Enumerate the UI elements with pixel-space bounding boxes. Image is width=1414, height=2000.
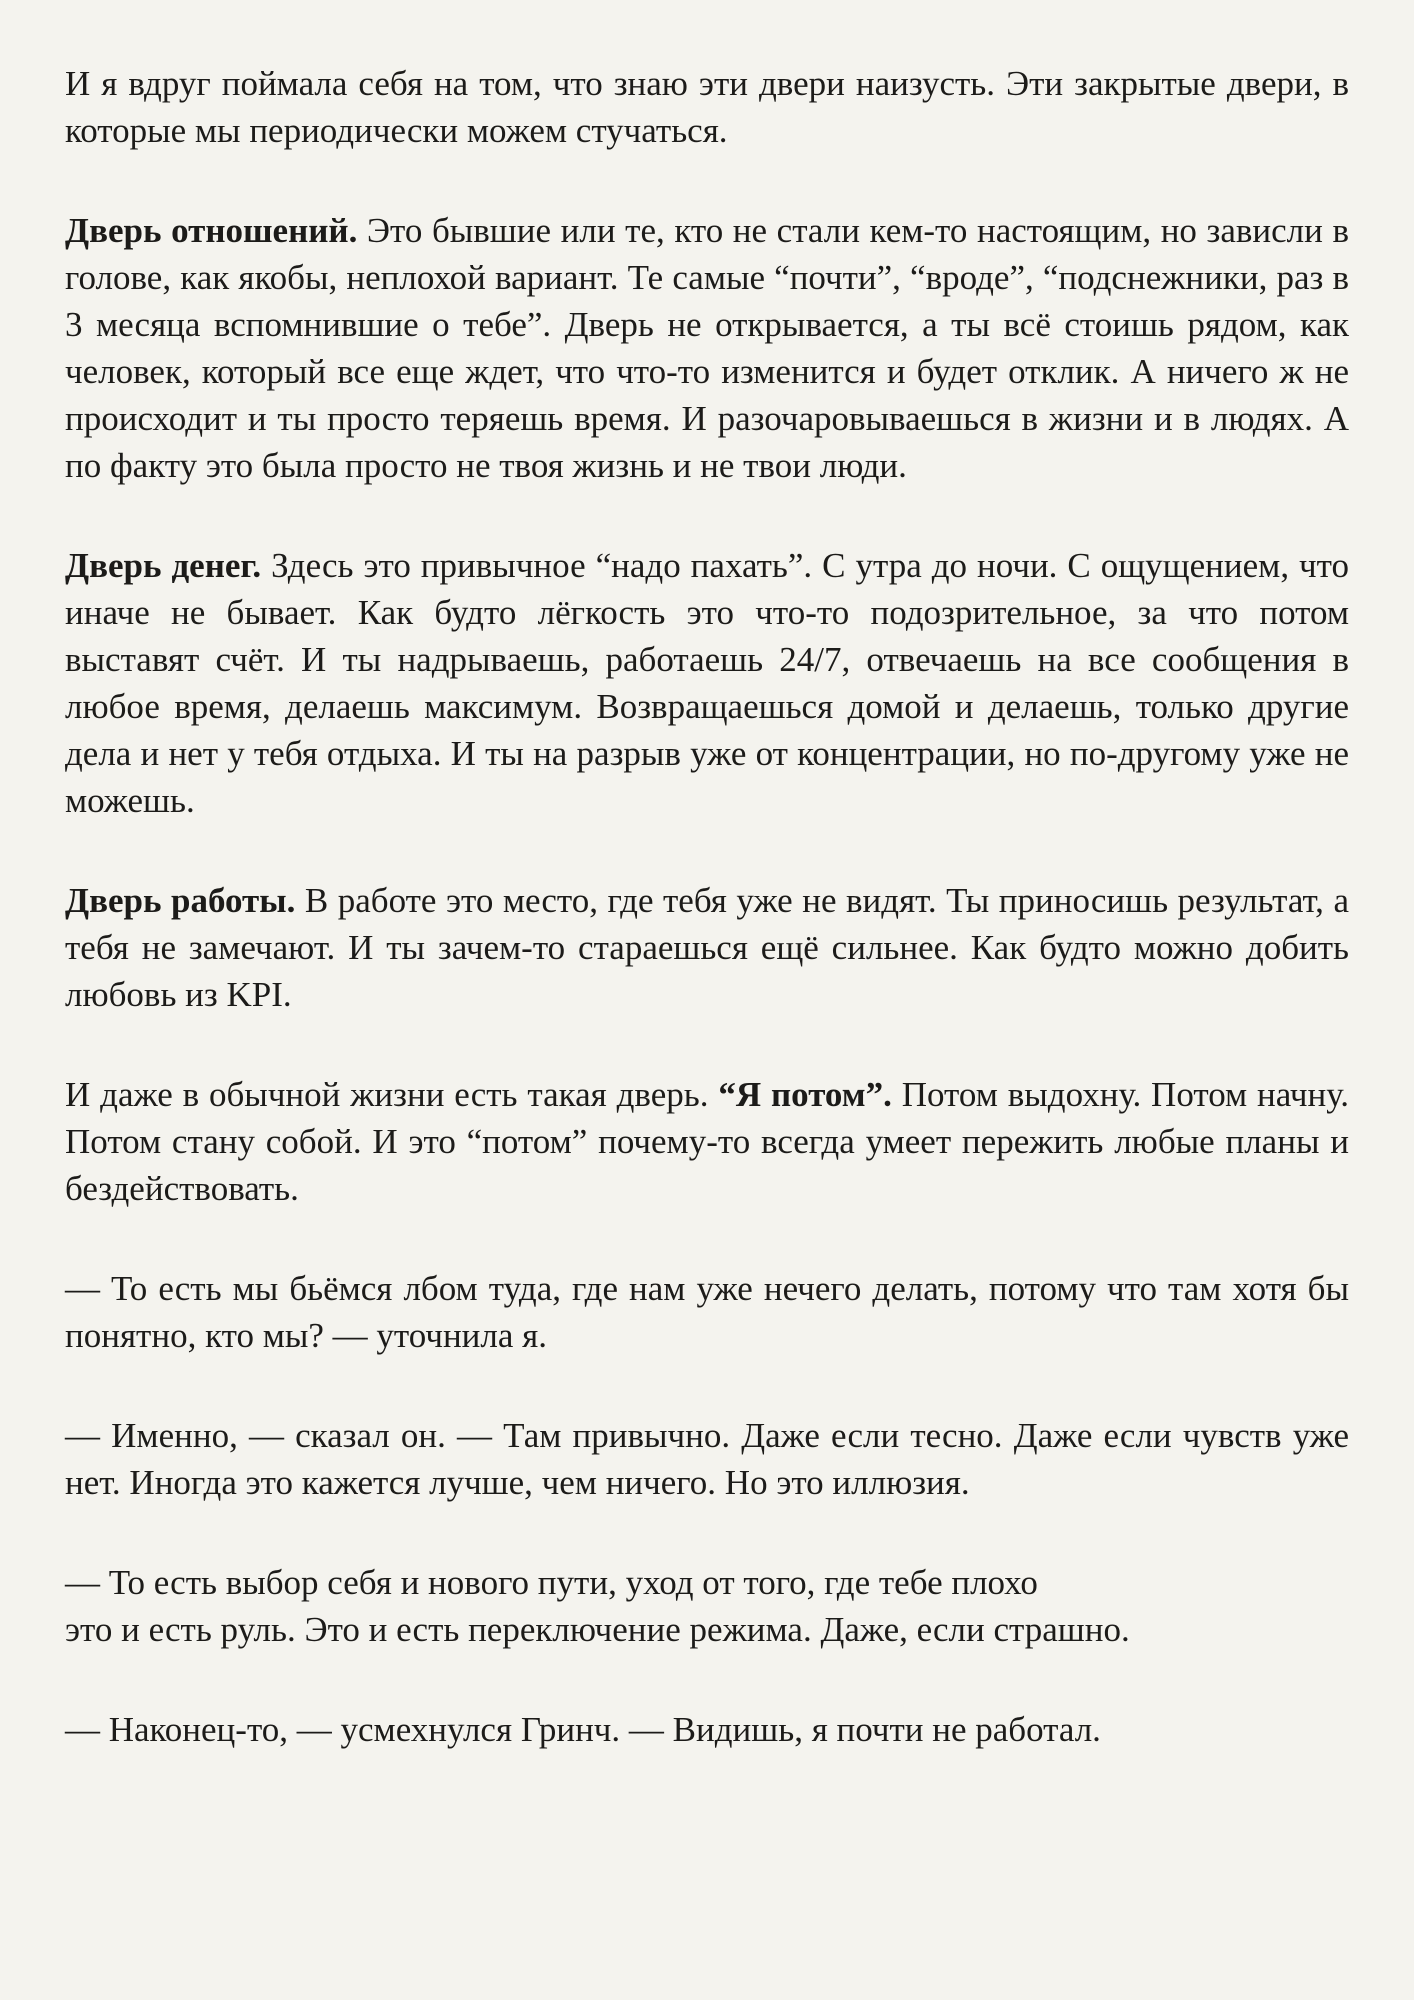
paragraph: [65, 877, 1349, 1018]
text-run: Это бывшие или те, кто не стали кем-то настоящим, но зависли в голове, как якобы, неплохой вариант. Те самые “почти”, “вроде”, “подснежники, раз в 3 месяца вспомнившие о тебе”. Дверь не открывается, а ты всё стоишь рядом, как человек, который все еще ждет, что что-то изменится и будет отклик. А ничего ж не происходит и ты просто теряешь время. И разочаровываешься в жизни и в людях. А по факту это была просто не твоя жизнь и не твои люди.: [65, 211, 1350, 485]
bold-run: Дверь работы.: [65, 881, 296, 920]
text-run: — То есть мы бьёмся лбом туда, где нам уже нечего делать, потому что там хотя бы понятно, кто мы? — уточнила я.: [65, 1269, 1349, 1355]
text-run: Здесь это привычное “надо пахать”. С утра до ночи. С ощущением, что иначе не бывает. Как будто лёгкость это что-то подозрительное, за что потом выставят счёт. И ты надрываешь, работаешь 24/7, отвечаешь на все сообщения в любое время, делаешь максимум. Возвращаешься домой и делаешь, только другие дела и нет у тебя отдыха. И ты на разрыв уже от концентрации, но по-другому уже не можешь.: [65, 546, 1349, 820]
text-run: И я вдруг поймала себя на том, что знаю эти двери наизусть. Эти закрытые двери, в которые мы периодически можем стучаться.: [65, 64, 1349, 150]
paragraph: [65, 1265, 1349, 1359]
text-run: — Именно, — сказал он. — Там привычно. Даже если тесно. Даже если чувств уже нет. Иногда это кажется лучше, чем ничего. Но это иллюзия.: [65, 1416, 1349, 1502]
paragraph: [65, 542, 1349, 824]
bold-run: Дверь отношений.: [65, 211, 358, 250]
document-body: [65, 60, 1349, 1753]
text-run: Потом выдохну. Потом начну. Потом стану собой. И это “потом” почему-то всегда умеет пережить любые планы и бездействовать.: [65, 1075, 1349, 1208]
paragraph: [65, 60, 1349, 154]
paragraph: [65, 1559, 1349, 1653]
bold-run: “Я потом”.: [718, 1075, 892, 1114]
paragraph: [65, 1706, 1349, 1753]
paragraph: [65, 1412, 1349, 1506]
paragraph: [65, 207, 1349, 489]
text-run: И даже в обычной жизни есть такая дверь.: [65, 1075, 719, 1114]
text-run: В работе это место, где тебя уже не видят. Ты приносишь результат, а тебя не замечают. И ты зачем-то стараешься ещё сильнее. Как будто можно добить любовь из KPI.: [65, 881, 1349, 1014]
text-run: — Наконец-то, — усмехнулся Гринч. — Видишь, я почти не работал.: [65, 1710, 1101, 1749]
text-run: — То есть выбор себя и нового пути, уход от того, где тебе плохо это и есть руль. Это и есть переключение режима. Даже, если страшно.: [65, 1563, 1130, 1649]
paragraph: [65, 1071, 1349, 1212]
bold-run: Дверь денег.: [65, 546, 262, 585]
